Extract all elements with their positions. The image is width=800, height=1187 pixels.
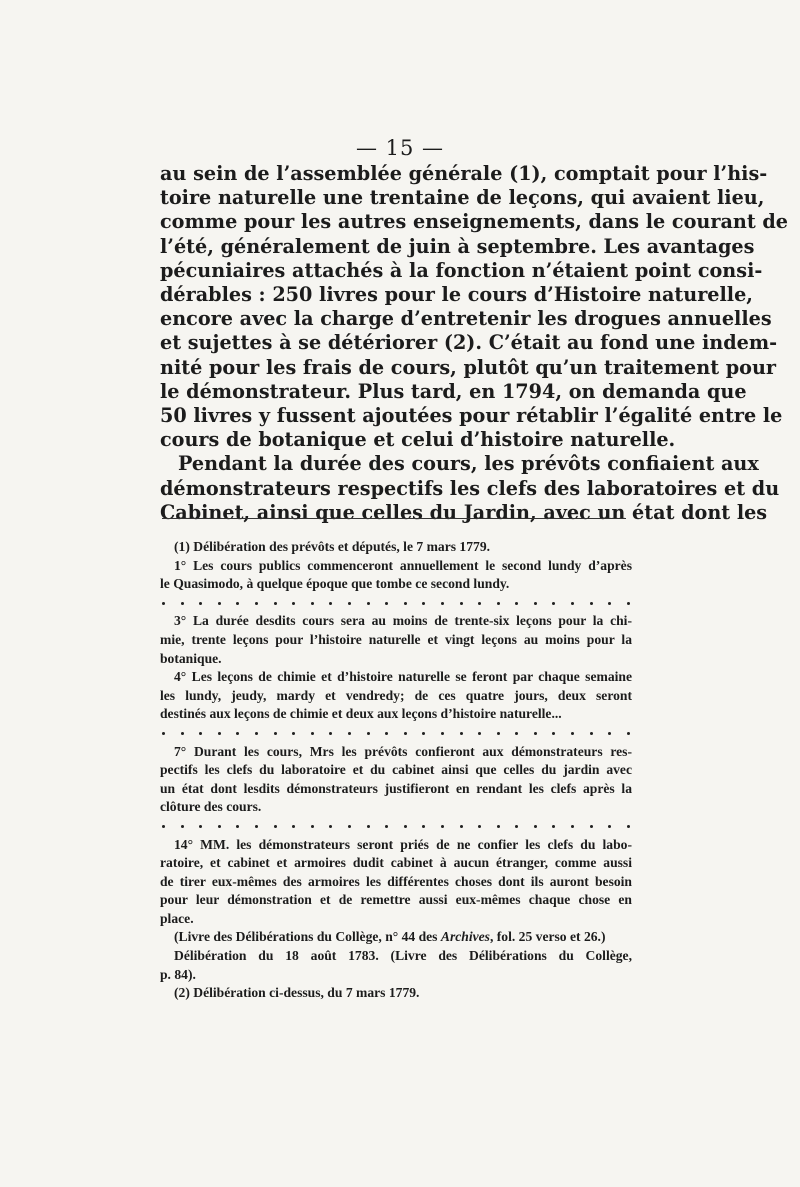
footnote-article-14: de tirer eux-mêmes des armoires les différentes choses dont ils auront besoin [160, 873, 632, 889]
footnote-article-14: place. [160, 910, 194, 926]
source-suffix: , fol. 25 verso et 26.) [489, 929, 606, 945]
footnote-article-14: 14° MM. les démonstrateurs seront priés de ne confier les clefs du labo- [174, 836, 632, 852]
ellipsis-dots [160, 817, 632, 836]
ellipsis-dots [160, 724, 632, 743]
footnote-source [160, 928, 632, 947]
text-line: nité pour les frais de cours, plutôt qu’un traitement pour [160, 355, 777, 379]
text-line: l’été, généralement de juin à septembre. Les avantages [160, 234, 755, 258]
footnote-deliberation-1783: Délibération du 18 août 1783. (Livre des Délibérations du Collège, [174, 948, 632, 964]
footnote-article-7: clôture des cours. [160, 799, 262, 815]
footnote-article-3: mie, trente leçons pour l’histoire naturelle et vingt leçons au moins pour la [160, 631, 632, 647]
text-line: toire naturelle une trentaine de leçons, qui avaient lieu, [160, 186, 765, 210]
text-line: comme pour les autres enseignements, dans le courant de [160, 210, 789, 234]
footnotes [160, 538, 632, 1003]
footnote-article-1: le Quasimodo, à quelque époque que tombe ce second lundy. [160, 576, 510, 592]
footnote-article-14: pour leur démonstration et de remettre aussi eux-mêmes chaque chose en [160, 892, 632, 908]
text-line: Pendant la durée des cours, les prévôts confiaient aux [178, 452, 759, 476]
text-line: pécuniaires attachés à la fonction n’étaient point consi- [160, 258, 763, 282]
text-line: 50 livres y fussent ajoutées pour rétablir l’égalité entre le [160, 404, 783, 428]
footnote-article-4: 4° Les leçons de chimie et d’histoire naturelle se feront par chaque semaine [174, 669, 632, 685]
footnote-article-1: 1° Les cours publics commenceront annuellement le second lundy d’après [174, 557, 632, 573]
text-line: encore avec la charge d’entretenir les drogues annuelles [160, 307, 772, 331]
source-prefix: (Livre des Délibérations du Collège, n° 44 des [174, 929, 441, 945]
footnote-article-7: 7° Durant les cours, Mrs les prévôts confieront aux démonstrateurs res- [174, 743, 632, 759]
text-line: et sujettes à se détériorer (2). C’était au fond une indem- [160, 331, 778, 355]
footnote-article-7: pectifs les clefs du laboratoire et du cabinet ainsi que celles du jardin avec [160, 762, 632, 778]
footnote-1-header: (1) Délibération des prévôts et députés, le 7 mars 1779. [174, 539, 491, 554]
footnote-deliberation-1783: p. 84). [160, 966, 196, 982]
page-number: — 15 — [355, 136, 445, 160]
text-line: cours de botanique et celui d’histoire naturelle. [160, 428, 676, 452]
text-line: Cabinet, ainsi que celles du Jardin, avec un état dont les [160, 500, 768, 524]
main-text [160, 162, 789, 525]
ellipsis-dots [160, 594, 632, 613]
footnote-article-3: 3° La durée desdits cours sera au moins de trente-six leçons pour la chi- [174, 613, 632, 629]
text-line: démonstrateurs respectifs les clefs des laboratoires et du [160, 476, 780, 500]
source-italic: Archives [440, 929, 490, 945]
footnote-article-3: botanique. [160, 650, 222, 666]
footnote-article-4: destinés aux leçons de chimie et deux aux leçons d’histoire naturelle... [160, 706, 562, 722]
text-line: au sein de l’assemblée générale (1), comptait pour l’his- [160, 162, 768, 185]
text-line: dérables : 250 livres pour le cours d’Histoire naturelle, [160, 283, 753, 307]
footnote-2: (2) Délibération ci-dessus, du 7 mars 1779. [174, 985, 420, 1001]
footnote-article-14: ratoire, et cabinet et armoires dudit cabinet à aucun étranger, comme aussi [160, 855, 632, 871]
footnote-separator [162, 518, 626, 519]
text-line: le démonstrateur. Plus tard, en 1794, on demanda que [160, 379, 747, 403]
footnote-article-4: les lundy, jeudy, mardy et vendredy; de ces quatre jours, deux seront [160, 687, 632, 703]
footnote-article-7: un état dont lesdits démonstrateurs justifieront en rendant les clefs après la [160, 780, 632, 796]
